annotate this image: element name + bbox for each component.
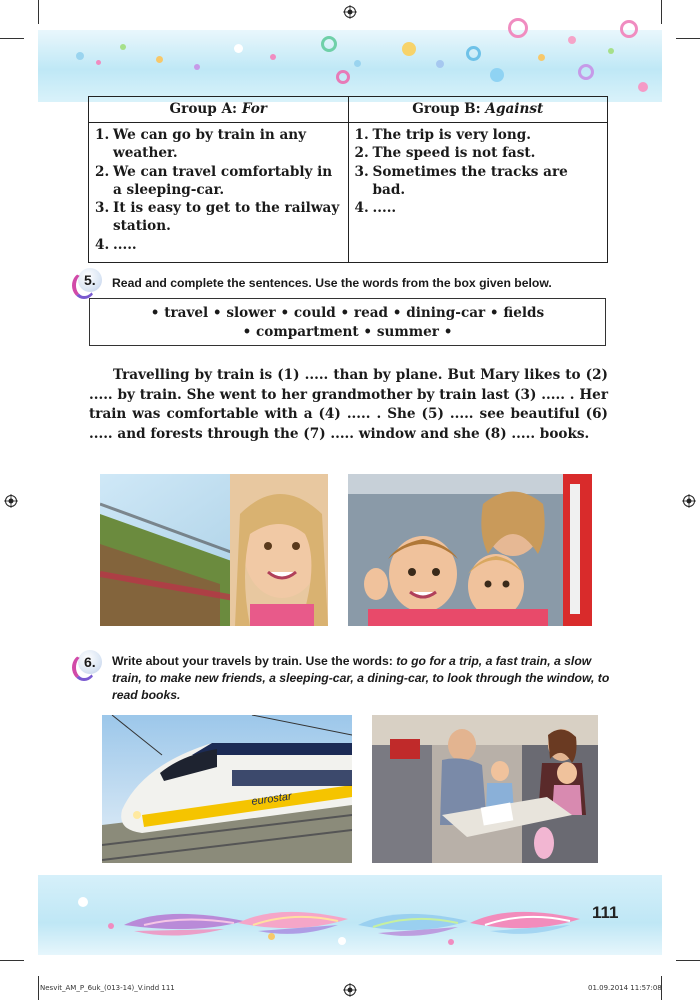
gap-fill-paragraph: Travelling by train is (1) ..... than by plane. But Mary likes to (2) ..... by train. She went to her grandmother by train last (3) ..... . Her train was comfortable with a (4) ..... . She (5) ..... see beautiful (6) ..... and forests through the (7) ..... window and she (8) ..... books.	[89, 367, 608, 442]
bubble-decoration	[436, 60, 444, 68]
list-item: 4. .....	[354, 200, 397, 217]
bubble-decoration	[402, 42, 416, 56]
group-a-cell	[89, 123, 349, 263]
crop-mark	[0, 960, 24, 961]
list-item: 2. The speed is not fast.	[354, 145, 536, 162]
bubble-decoration	[638, 82, 648, 92]
photo-children-at-train-window	[348, 474, 592, 626]
bubble-decoration	[96, 60, 101, 65]
group-b-cell	[348, 123, 608, 263]
bubble-decoration	[268, 933, 275, 940]
photo-girl-at-train-window	[100, 474, 328, 626]
train-logo: eurostar	[250, 790, 293, 808]
crop-mark	[38, 976, 39, 1000]
list-item: 2. We can travel comfortably in a sleeping-car.	[95, 163, 333, 198]
bubble-decoration	[234, 44, 243, 53]
bubble-decoration	[608, 48, 614, 54]
registration-mark-icon	[343, 4, 357, 18]
list-item: 3. It is easy to get to the railway station.	[95, 200, 340, 235]
for-against-table	[88, 96, 608, 263]
exercise-5-instruction: Read and complete the sentences. Use the words from the box given below.	[112, 276, 552, 290]
bubble-decoration	[108, 923, 114, 929]
bubble-decoration	[338, 937, 346, 945]
crop-mark	[38, 0, 39, 24]
registration-mark-icon	[4, 493, 18, 507]
bubble-decoration	[448, 939, 454, 945]
header-decoration-band	[38, 30, 662, 102]
bubble-decoration	[538, 54, 545, 61]
word-box-line: • travel • slower • could • read • dining-car • fields	[150, 305, 545, 321]
list-item: 3. Sometimes the tracks are bad.	[354, 163, 568, 198]
bubble-decoration	[78, 897, 88, 907]
bubble-decoration	[76, 52, 84, 60]
exercise-6-instruction: Write about your travels by train. Use the words: to go for a trip, a fast train, a slow train, to make new friends, a sleeping-car, a dining-car, to look through the window, to read books.	[112, 654, 610, 702]
crop-mark	[676, 38, 700, 39]
photo-family-in-compartment	[372, 715, 598, 863]
crop-mark	[661, 0, 662, 24]
print-slug-timestamp: 01.09.2014 11:57:08	[588, 984, 662, 992]
group-b-header: Group B: Against	[348, 97, 608, 123]
crop-mark	[676, 960, 700, 961]
list-item: 1. We can go by train in any weather.	[95, 127, 307, 162]
print-slug-file: Nesvit_AM_P_6uk_(013-14)_V.indd 111	[40, 984, 175, 992]
bubble-decoration	[354, 60, 361, 67]
bubble-decoration	[568, 36, 576, 44]
ring-decoration	[466, 46, 481, 61]
page-number: 111	[592, 903, 619, 922]
footer-decoration-band	[38, 875, 662, 955]
bubble-decoration	[194, 64, 200, 70]
ring-decoration	[336, 70, 350, 84]
feather-decoration-icon	[470, 903, 580, 943]
word-box	[89, 298, 606, 346]
bubble-decoration	[120, 44, 126, 50]
registration-mark-icon	[682, 493, 696, 507]
feather-decoration-icon	[238, 903, 348, 943]
bubble-decoration	[270, 54, 276, 60]
ring-decoration	[321, 36, 337, 52]
feather-decoration-icon	[124, 905, 244, 945]
list-item: 4. .....	[95, 236, 137, 253]
registration-mark-icon	[343, 982, 357, 996]
crop-mark	[0, 38, 24, 39]
ring-decoration	[620, 20, 638, 38]
word-box-line: • compartment • summer •	[242, 324, 453, 340]
group-a-header: Group A: For	[89, 97, 349, 123]
list-item: 1. The trip is very long.	[354, 127, 531, 143]
bubble-decoration	[156, 56, 163, 63]
exercise-5-number: 5.	[72, 268, 102, 296]
exercise-6-number: 6.	[72, 650, 102, 678]
photo-eurostar-train	[102, 715, 352, 863]
bubble-decoration	[490, 68, 504, 82]
ring-decoration	[508, 18, 528, 38]
ring-decoration	[578, 64, 594, 80]
